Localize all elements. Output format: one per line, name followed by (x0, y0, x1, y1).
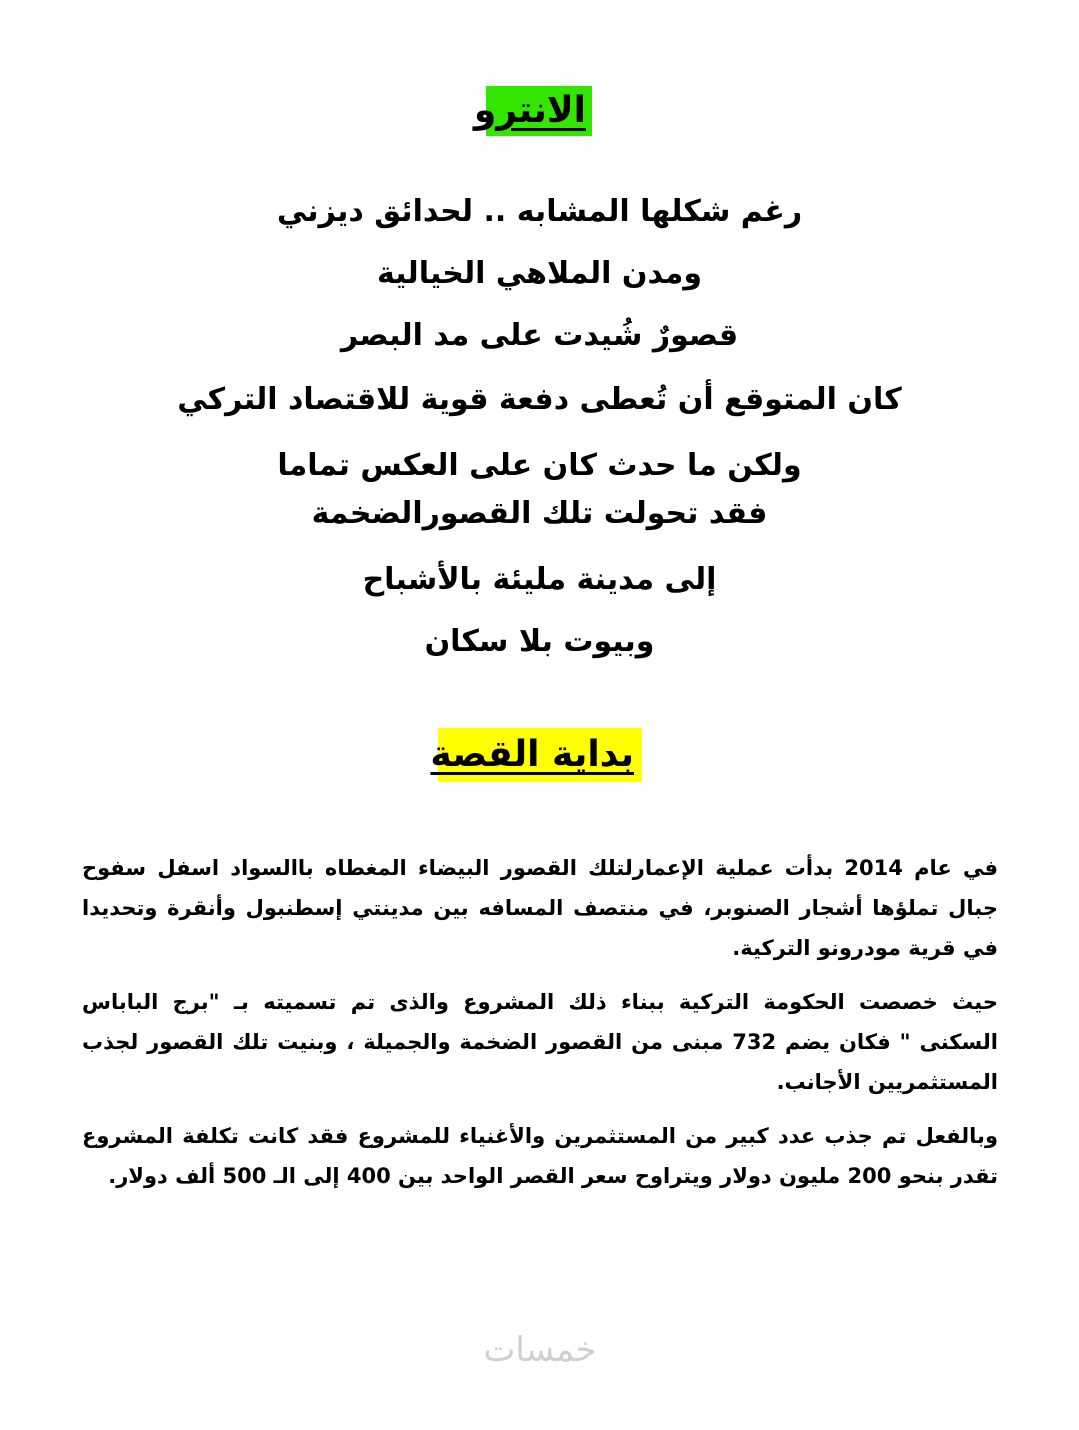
intro-line: قصورٌ شُيدت على مد البصر (340, 318, 739, 353)
intro-line: ومدن الملاهي الخيالية (376, 256, 703, 291)
story-paragraph: وبالفعل تم جذب عدد كبير من المستثمرين والأغنياء للمشروع فقد كانت تكلفة المشروع تقدر بنحو 200 مليون دولار ويتراوح سعر القصر الواحد بين 400 إلى الـ 500 ألف دولار. (82, 1124, 998, 1188)
intro-line: كان المتوقع أن تُعطى دفعة قوية للاقتصاد التركي (177, 382, 902, 417)
intro-line: رغم شكلها المشابه .. لحدائق ديزني (276, 194, 803, 229)
story-paragraph: حيث خصصت الحكومة التركية ببناء ذلك المشروع والذى تم تسميته بـ "برج الباباس السكنى " فكان يضم 732 مبنى من القصور الضخمة والجميلة ، وبنيت تلك القصور لجذب المستثمريين الأجانب. (82, 990, 998, 1094)
watermark-logo: خمسات (483, 1330, 597, 1370)
intro-line: إلى مدينة مليئة بالأشباح (362, 562, 717, 597)
intro-line: وبيوت بلا سكان (424, 624, 655, 659)
story-paragraph: في عام 2014 بدأت عملية الإعمارلتلك القصور البيضاء المغطاه باالسواد اسفل سفوح جبال تملؤها أشجار الصنوبر، في منتصف المسافه بين مدينتي إسطنبول وأنقرة وتحديدا في قرية مودرونو التركية. (82, 856, 998, 960)
intro-heading: الانترو (486, 86, 592, 136)
intro-line: ولكن ما حدث كان على العكس تماما (277, 448, 802, 483)
intro-line: فقد تحولت تلك القصورالضخمة (311, 496, 768, 531)
story-heading: بداية القصة (438, 728, 642, 782)
